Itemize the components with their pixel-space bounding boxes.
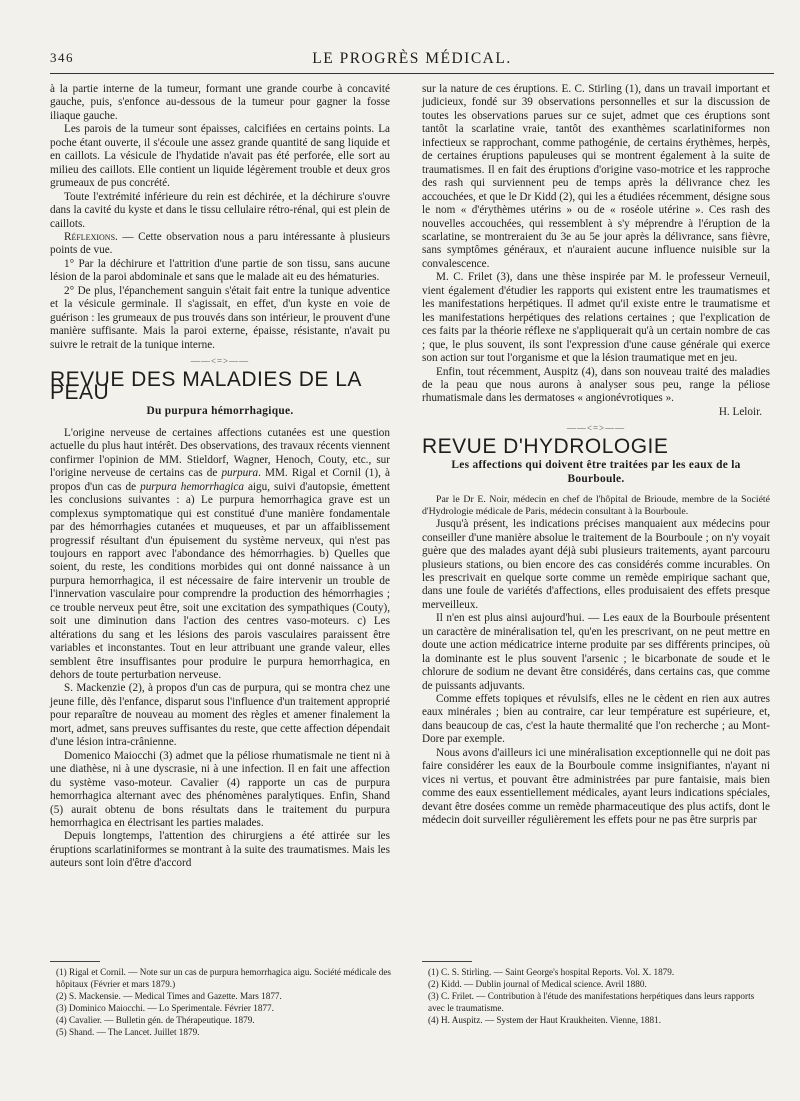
section-separator: ——<=>——	[190, 356, 250, 367]
section-separator: ——<=>——	[566, 423, 626, 434]
footnote-rule	[422, 961, 472, 962]
paragraph-text: . MM. Rigal et Cornil (1), à propos d'un cas de	[50, 467, 390, 493]
paragraph	[50, 427, 390, 683]
page-header	[50, 48, 774, 70]
paragraph: Enfin, tout récemment, Auspitz (4), dans son nouveau traité des maladies de la peau que nous aurons à analyser sous peu, range la péliose rhumatismale dans les dermatoses « angionévrotiques ».	[422, 365, 770, 405]
paragraph: 1° Par la déchirure et l'attrition d'une partie de son tissu, sans aucune lésion de la paroi abdominale et sans que le malade ait eu des hématuries.	[50, 257, 390, 284]
paragraph: sur la nature de ces éruptions. E. C. Stirling (1), dans un travail important et judicieux, fondé sur 39 observations personnelles et sur la discussion de toutes les observations parues sur ce sujet, admet que ces éruptions sont tantôt la scarlatine vraie, tantôt des exanthèmes scarlatiniformes non infectieux se rapprochant, comme pathogénie, de certains érythèmes, herpès, de certaines éruptions papuleuses qui se montrent également à la suite de traumatismes. Il en fait des éruptions d'origine vaso-motrice et les rapproche des rash qui surviennent peu de temps après la délivrance chez les accouchées, et que le Dr Kidd (2), qui les a étudiées récemment, désigne sous le nom « d'érythèmes utérins » ou de « roséole utérine ». Ces rash des nouvelles accouchées, qui ressemblent à s'y méprendre à l'éruption de la scarlatine, se montreraient du 3e au 5e jour après la délivrance, sans fièvre, sans symptômes généraux, et n'auraient aucune influence nuisible sur la convalescence.	[422, 83, 770, 270]
footnote: (1) C. S. Stirling. — Saint George's hospital Reports. Vol. X. 1879.	[428, 967, 675, 977]
footnote: (5) Shand. — The Lancet. Juillet 1879.	[56, 1027, 200, 1038]
left-column	[50, 83, 390, 871]
paragraph: 2° De plus, l'épanchement sanguin s'était fait entre la tunique adventice et la vésicule germinale. Il s'agissait, en effet, d'un kyste en voie de guérison : les grumeaux de pus trouvés dans son intérieur, le prouvent d'une manière suffisante. Mais la paroi externe, épaisse, résistante, n'avait pu suivre le retrait de la tunique interne.	[50, 284, 390, 351]
header-rule	[50, 73, 774, 74]
right-column	[422, 83, 770, 828]
author-byline: Par le Dr E. Noir, médecin en chef de l'hôpital de Brioude, membre de la Société d'Hydrologie médicale de Paris, médecin consultant à la Bourboule.	[422, 494, 770, 518]
paragraph: Jusqu'à présent, les indications précises manquaient aux médecins pour conseiller d'une manière absolue le traitement de la Bourboule ; on n'y voyait guère que des malades ayant déjà subi plusieurs traitements, ayant parcouru plusieurs stations, ou bien encore des cas considérés comme incurables. On les prescrivait en quelque sorte comme un remède empirique sachant que, dans une foule de variétés d'affections, elles produisaient des effets presque merveilleux.	[422, 518, 770, 611]
reflexions-paragraph	[50, 231, 390, 258]
footnote: (1) Rigal et Cornil. — Note sur un cas de purpura hemorrhagica aigu. Société médicale des hôpitaux (Février et mars 1879.)	[56, 967, 391, 990]
italic-term: purpura	[221, 467, 259, 480]
section-title: REVUE DES MALADIES DE LA PEAU	[50, 367, 361, 404]
footnote-rule	[50, 961, 100, 962]
author-signature: H. Leloir.	[718, 405, 762, 418]
footnote: (3) C. Frilet. — Contribution à l'étude des manifestations herpétiques dans leurs rapports avec le traumatisme.	[428, 991, 755, 1014]
paragraph: Il n'en est plus ainsi aujourd'hui. — Les eaux de la Bourboule présentent un caractère de minéralisation tel, qu'en les prescrivant, on ne peut mettre en doute une action médicatrice interne produite par ses différents principes, où la dominante est le plus souvent l'arsenic ; le bicarbonate de soude et le chlorure de sodium ne devant être considérés, dans certains cas, que comme de puissants adjuvants.	[422, 612, 770, 692]
paragraph: à la partie interne de la tumeur, formant une grande courbe à concavité gauche, puis, s'enfonce au-dessous de la tumeur pour gagner la fosse iliaque gauche.	[50, 83, 390, 122]
paragraph: Toute l'extrémité inférieure du rein est déchirée, et la déchirure s'ouvre dans la cavité du kyste et dans le tissu cellulaire rétro-rénal, qui est plein de caillots.	[50, 190, 390, 230]
paragraph: Comme effets topiques et révulsifs, elles ne le cèdent en rien aux autres eaux minérales ; bien au contraire, car leur température est supérieure, et, dans beaucoup de cas, c'est la haute thermalité que l'on recherche ; au Mont-Dore par exemple.	[422, 693, 770, 746]
footnote: (3) Dominico Maiocchi. — Lo Sperimentale. Février 1877.	[56, 1003, 274, 1014]
footnote: (2) S. Mackensie. — Medical Times and Gazette. Mars 1877.	[56, 991, 282, 1002]
paragraph: S. Mackenzie (2), à propos d'un cas de purpura, qui se montra chez une jeune fille, dès l'enfance, disparut sous l'influence d'un traitement approprié pour reparaître de nouveau au moment des règles et amener finalement la mort, admet, sans preuves suffisantes du reste, que cette affection dépendait d'une lésion intra-crânienne.	[50, 682, 390, 749]
italic-term: purpura hemorrhagica	[140, 480, 244, 493]
paragraph: Les parois de la tumeur sont épaisses, calcifiées en certains points. La poche étant ouverte, il s'écoule une assez grande quantité de sang liquide et en caillots. La vésicule de l'hydatide n'avait pas été perforée, elle sort au milieu des caillots. Elle contient un liquide légèrement trouble et deux gros grumeaux de pus concrété.	[50, 123, 390, 190]
footnotes-right	[428, 966, 772, 1026]
footnote: (4) Cavalier. — Bulletin gén. de Thérapeutique. 1879.	[56, 1015, 255, 1026]
footnote: (4) H. Auspitz. — System der Haut Kraukheiten. Vienne, 1881.	[428, 1015, 662, 1026]
paragraph: M. C. Frilet (3), dans une thèse inspirée par M. le professeur Verneuil, vient également d'étudier les rapports qui existent entre les traumatismes et les manifestations herpétiques. Il admet qu'il existe entre le traumatisme et les manifestations herpétiques des relations certaines ; que l'explication de ces faits par la théorie réflexe ne s'appliquerait qu'à un certain nombre de cas ; que, le plus souvent, ils sont l'expression d'une cause générale qui exerce son action sur tout l'organisme et que la lésion traumatique met en jeu.	[422, 271, 770, 365]
reflexions-label: Réflexions.	[64, 230, 118, 243]
section-subtitle: Les affections qui doivent être traitées par les eaux de la Bourboule.	[451, 459, 741, 485]
section-title: REVUE D'HYDROLOGIE	[422, 434, 669, 458]
paragraph: Nous avons d'ailleurs ici une minéralisation exceptionnelle qui ne doit pas faire considérer les eaux de la Bourboule comme insignifiantes, n'ayant ni vices ni vertus, et pouvant être administrées par pure fantaisie, mais bien comme des eaux essentiellement médicales, ayant leurs indications spéciales, devant être dosées comme un remède pharmaceutique des plus actifs, dont le médecin doit surveiller régulièrement les effets pour ne pas être surpris par	[422, 746, 770, 827]
journal-title: LE PROGRÈS MÉDICAL.	[312, 50, 512, 67]
page-number: 346	[50, 50, 74, 65]
paragraph: Depuis longtemps, l'attention des chirurgiens a été attirée sur les éruptions scarlatiniformes se montrant à la suite des traumatismes. Mais les auteurs sont loin d'être d'accord	[50, 830, 390, 870]
paragraph-text: aigu, suivi d'autopsie, émettent les conclusions suivantes : a) Le purpura hemorrhagica grave est un complexus symptomatique qui est constitué d'une manière fondamentale par des hémorrhagies cutanées et muqueuses, et par un affaiblissement progressif résultant d'un épuisement du système nerveux, qui n'est pas toujours en rapport avec l'abondance des hémorrhagies. b) Quelles que soient, du reste, les conditions morbides qui ont donné naissance à un purpura hemorrhagica, il est nécessaire de faire intervenir un trouble de l'innervation vasculaire pour comprendre la production des hémorrhagies ; ce trouble nerveux peut être, soit une excitation des sympathiques (Couty), soit une diminution dans l'action des centres vaso-moteurs. c) Les altérations du sang et les lésions des parois vasculaires paraissent être variables et inconstantes. Tout en leur attribuant une grande valeur, elles semblent être insuffisantes pour produire le purpura hemorrhagica, en dehors de toute perturbation nerveuse.	[50, 480, 390, 682]
paragraph: Domenico Maiocchi (3) admet que la péliose rhumatismale ne tient ni à une diathèse, ni à une dyscrasie, ni à une infection. Il en fait une affection du système vaso-moteur. Cavalier (4) rapporte un cas de purpura hemorrhagica alternant avec des phénomènes paralytiques. Enfin, Shand (5) aurait obtenu de bons résultats dans le traitement du purpura hemorrhagica en électrisant les parties malades.	[50, 749, 390, 830]
footnotes-left	[56, 966, 392, 1039]
footnote: (2) Kidd. — Dublin journal of Medical science. Avril 1880.	[428, 979, 647, 990]
paragraph-text: — Cette observation nous a paru intéressante à plusieurs points de vue.	[50, 230, 390, 257]
paragraph-text: L'origine nerveuse de certaines affections cutanées est une question actuelle du plus haut intérêt. Des observations, des travaux récents viennent confirmer l'opinion de MM. Stieldorf, Wagner, Henoch, Couty, etc., sur l'origine nerveuse de certains cas de	[50, 426, 390, 480]
section-subtitle: Du purpura hémorrhagique.	[146, 405, 294, 418]
